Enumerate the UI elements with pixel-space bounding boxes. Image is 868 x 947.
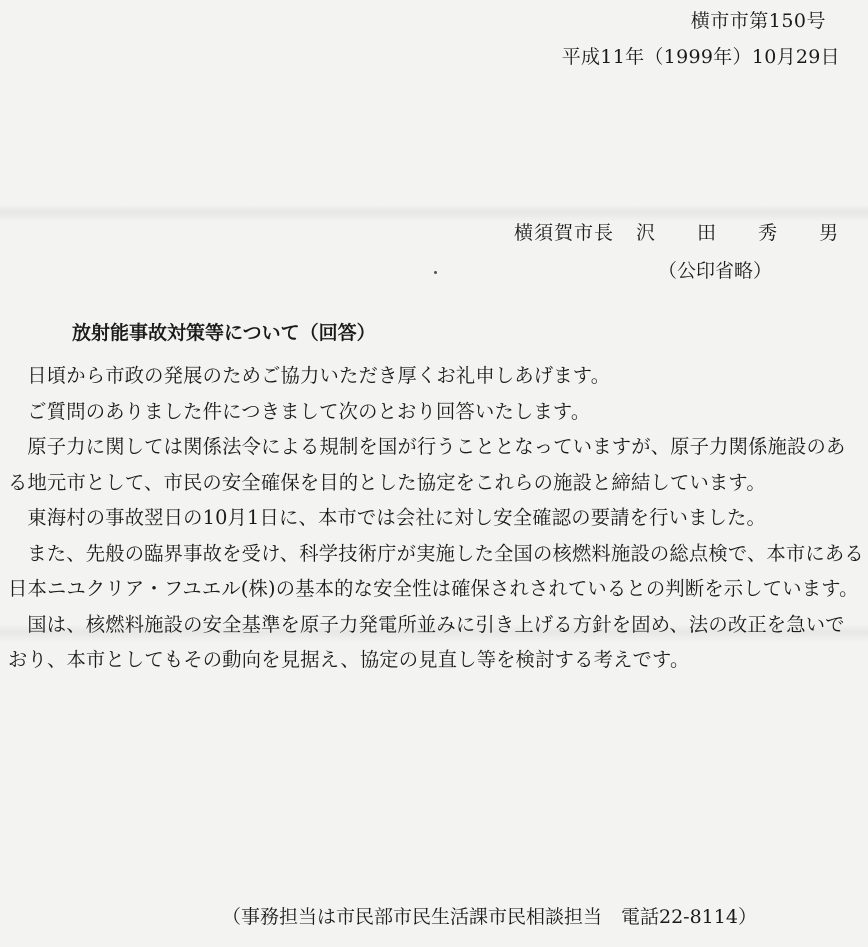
paper-speck [434, 271, 437, 274]
letter-date: 平成11年（1999年）10月29日 [561, 46, 840, 68]
paragraph-intro: ご質問のありました件につきまして次のとおり回答いたします。 [27, 399, 591, 423]
contact-info: （事務担当は市民部市民生活課市民相談担当 電話22-8114） [222, 906, 757, 928]
paragraph-agreement: 原子力に関しては関係法令による規制を国が行うこととなっていますが、原子力関係施設のある地元市として、市民の安全確保を目的とした協定をこれらの施設と締結しています。 [8, 435, 846, 494]
sender-line [514, 218, 856, 245]
reference-number: 横市市第150号 [690, 10, 826, 32]
paragraph-policy: 国は、核燃料施設の安全基準を原子力発電所並みに引き上げる方針を固め、法の改正を急いでおり、本市としてもその動向を見据え、協定の見直し等を検討する考えです。 [8, 612, 845, 671]
sender-title: 横須賀市長 [514, 222, 615, 244]
paragraph-request: 東海村の事故翌日の10月1日に、本市では会社に対し安全確認の要請を行いました。 [27, 506, 767, 529]
sender-name: 沢 田 秀 男 [636, 222, 857, 244]
paragraph-inspection: また、先般の臨界事故を受け、科学技術庁が実施した全国の核燃料施設の総点検で、本市にある日本ニユクリア・フユエル(株)の基本的な安全性は確保されされているとの判断を示しています。 [8, 541, 864, 600]
seal-note: （公印省略） [658, 260, 773, 282]
paragraph-greeting: 日頃から市政の発展のためご協力いただき厚くお礼申しあげます。 [27, 364, 611, 387]
letter-body [8, 358, 864, 678]
letter-subject: 放射能事故対策等について（回答） [72, 322, 376, 344]
